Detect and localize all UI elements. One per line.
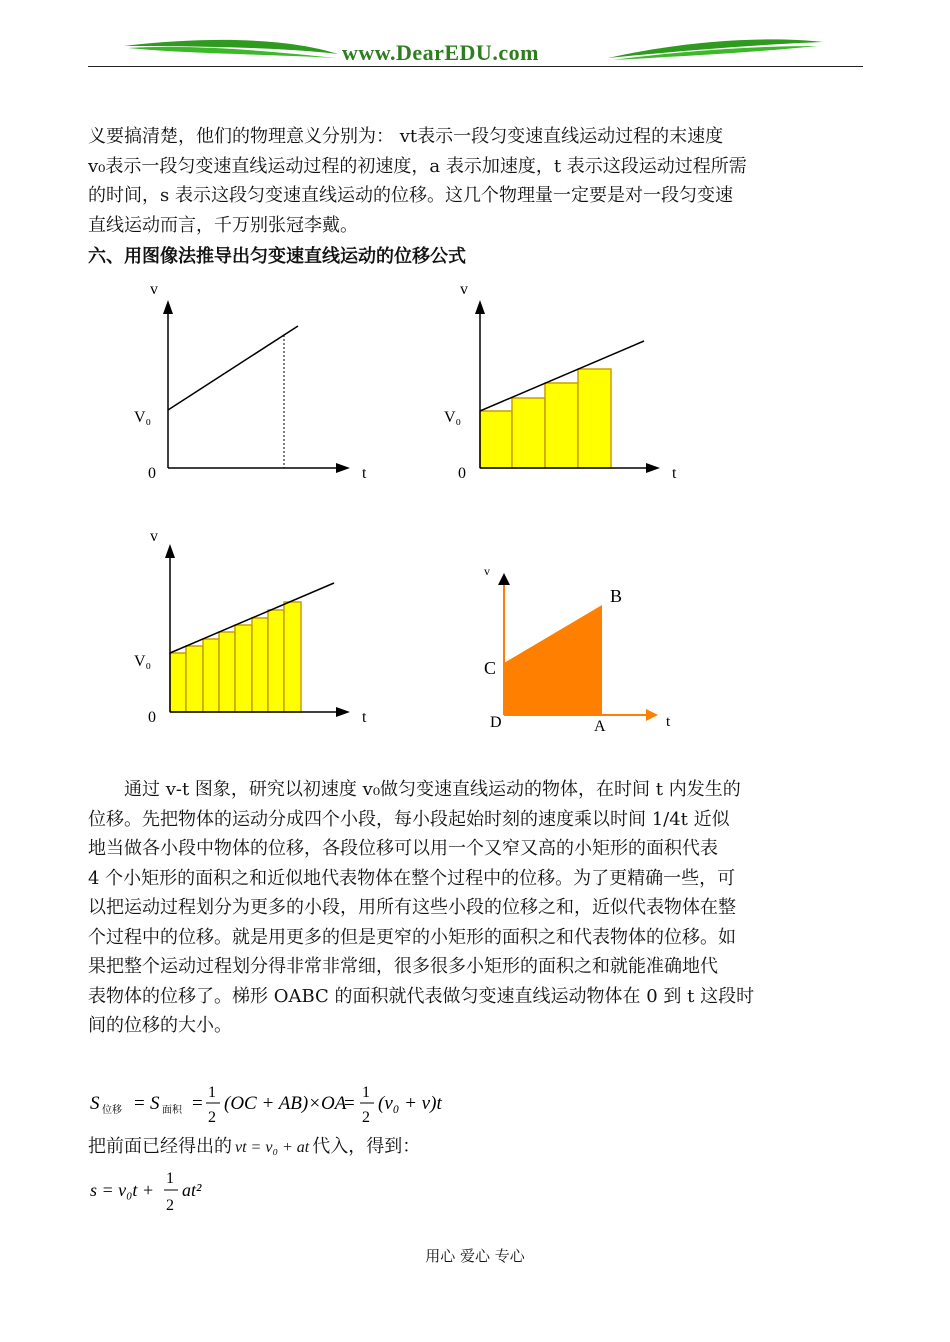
point-c-label: C (484, 658, 497, 678)
v0-label: V₀ (134, 409, 152, 426)
t-axis-arrow (646, 463, 660, 473)
vt-graph-trapezoid (470, 555, 700, 740)
origin-label: 0 (148, 465, 156, 482)
equals: = (192, 1093, 203, 1114)
area-rect (268, 610, 284, 712)
origin-label: 0 (458, 465, 466, 482)
axis-t-label: t (362, 465, 367, 482)
subscript-displacement: 位移 (102, 1105, 122, 1116)
area-rect (235, 625, 252, 712)
fraction-denominator: 2 (208, 1109, 216, 1126)
fraction-numerator: 1 (208, 1084, 216, 1101)
expression-v0-v: (v₀ + v)t (378, 1093, 442, 1114)
axis-t-label: t (666, 714, 671, 730)
v-axis-arrow (165, 544, 175, 558)
v-axis-arrow (498, 573, 510, 585)
text-line: 义要搞清楚，他们的物理意义分别为： vt表示一段匀变速直线运动过程的末速度 (88, 126, 724, 147)
equals: = (134, 1093, 145, 1114)
axis-v-label: v (150, 528, 158, 545)
text-after: 代入，得到： (312, 1136, 421, 1157)
subscript-area: 面积 (162, 1105, 182, 1116)
section-heading: 六、用图像法推导出匀变速直线运动的位移公式 (88, 246, 466, 267)
area-rect (480, 411, 512, 468)
text-line: 4 个小矩形的面积之和近似地代表物体在整个过程中的位移。为了更精确一些，可 (88, 867, 736, 889)
formula-left: s = v₀t + (90, 1180, 155, 1200)
text-line: v₀表示一段匀变速直线运动过程的初速度，a 表示加速度，t 表示这段运动过程所需 (88, 155, 747, 177)
area-rect (252, 618, 268, 712)
fraction-denominator: 2 (362, 1109, 370, 1126)
v-axis-arrow (475, 300, 485, 314)
site-logo-text: www.DearEDU.com (342, 40, 539, 65)
origin-label: 0 (148, 709, 156, 726)
text-line: 的时间，s 表示这段匀变速直线运动的位移。这几个物理量一定要是对一段匀变速 (88, 185, 733, 206)
page-footer: 用心 爱心 专心 (425, 1247, 525, 1265)
fraction-denominator: 2 (166, 1197, 174, 1214)
area-rect (284, 602, 301, 712)
text-before: 把前面已经得出的 (88, 1136, 232, 1157)
area-rect (186, 646, 203, 712)
text-line: 果把整个运动过程划分得非常非常细，很多很多小矩形的面积之和就能准确地代 (88, 956, 718, 977)
fraction-numerator: 1 (166, 1170, 174, 1187)
area-rect (203, 639, 219, 712)
vt-graph-4-rects (440, 278, 700, 488)
t-axis-arrow (336, 707, 350, 717)
text-line: 以把运动过程划分为更多的小段，用所有这些小段的位移之和，近似代表物体在整 (88, 897, 736, 918)
paragraph-derivation (88, 775, 866, 1041)
area-rect (170, 653, 186, 712)
area-rect (512, 398, 545, 468)
vt-graph-8-rects (130, 525, 390, 735)
symbol-s: S (150, 1093, 160, 1114)
fraction-numerator: 1 (362, 1084, 370, 1101)
formula-right: at² (182, 1180, 202, 1200)
text-line: 位移。先把物体的运动分成四个小段，每小段起始时刻的速度乘以时间 1/4t 近似 (88, 808, 730, 830)
area-rect (578, 369, 611, 468)
v-axis-arrow (163, 300, 173, 314)
axis-t-label: t (362, 709, 367, 726)
v0-label: V₀ (134, 653, 152, 670)
area-rect (545, 383, 578, 468)
trapezoid-area (504, 605, 602, 715)
text-line: 表物体的位移了。梯形 OABC 的面积就代表做匀变速直线运动物体在 0 到 t 这段时 (88, 985, 755, 1007)
equals: = (344, 1093, 355, 1114)
symbol-s: S (90, 1093, 100, 1114)
text-line: 通过 v-t 图象，研究以初速度 v₀做匀变速直线运动的物体，在时间 t 内发生的 (124, 779, 741, 800)
axis-v-label: v (484, 564, 490, 578)
text-line: 个过程中的位移。就是用更多的但是更窄的小矩形的面积之和代表物体的位移。如 (88, 926, 736, 948)
vt-graph-line (130, 278, 390, 488)
paragraph-definitions (88, 122, 866, 240)
axis-v-label: v (150, 281, 158, 298)
text-line: 地当做各小段中物体的位移，各段位移可以用一个又窄又高的小矩形的面积代表 (88, 838, 718, 859)
text-line: 直线运动而言，千万别张冠李戴。 (88, 214, 358, 236)
displacement-formula (88, 1165, 288, 1217)
area-rect (219, 632, 235, 712)
t-axis-arrow (646, 709, 658, 721)
substitution-line (88, 1132, 420, 1158)
expression-oc-ab: (OC + AB)×OA (224, 1093, 347, 1114)
point-a-label: A (594, 718, 606, 735)
t-axis-arrow (336, 463, 350, 473)
axis-t-label: t (672, 465, 677, 482)
axis-v-label: v (460, 281, 468, 298)
velocity-line (168, 326, 298, 410)
inline-formula: vt = v₀ + at (235, 1139, 310, 1156)
header-rule (88, 66, 863, 67)
text-line: 间的位移的大小。 (88, 1015, 232, 1036)
v0-label: V₀ (444, 409, 462, 426)
point-d-label: D (490, 714, 502, 731)
point-b-label: B (610, 586, 623, 606)
area-formula (88, 1080, 488, 1130)
